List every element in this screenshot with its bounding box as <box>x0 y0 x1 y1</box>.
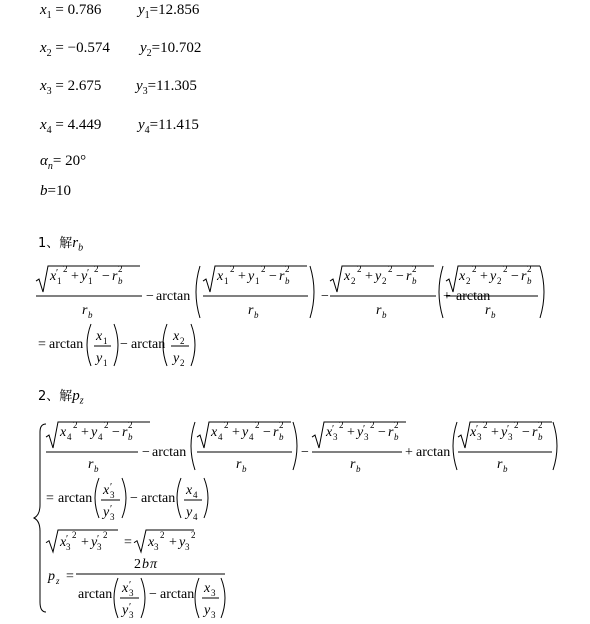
x2-symbol: x <box>40 40 47 56</box>
math-glyph-138: 2 <box>394 420 399 430</box>
math-glyph-110: 4 <box>218 432 223 442</box>
x4-symbol: x <box>40 117 47 133</box>
math-glyph-150: + <box>491 425 499 440</box>
math-glyph-44: 2 <box>388 264 393 274</box>
math-glyph-36: − <box>321 289 329 304</box>
math-glyph-188: + <box>81 535 89 550</box>
math-glyph-41: + <box>365 269 373 284</box>
math-glyph-178: 4 <box>193 490 198 500</box>
math-glyph-127: ′ <box>332 424 335 435</box>
math-glyph-52: + <box>443 289 451 304</box>
math-glyph-63: − <box>511 269 519 284</box>
right-paren-218 <box>141 578 145 618</box>
math-glyph-130: + <box>347 425 355 440</box>
math-glyph-117: r <box>273 425 279 440</box>
math-glyph-25: y <box>248 269 255 284</box>
math-glyph-126: x <box>326 425 333 440</box>
math-glyph-101: 2 <box>128 420 133 430</box>
math-glyph-28: − <box>269 269 277 284</box>
math-glyph-50: r <box>376 303 382 318</box>
math-glyph-211: x <box>122 581 129 596</box>
left-paren-144 <box>453 422 457 470</box>
math-glyph-219: − <box>149 587 157 602</box>
math-glyph-40: 2 <box>357 264 362 274</box>
math-glyph-207: π <box>150 557 158 572</box>
right-paren-182 <box>204 478 208 518</box>
math-glyph-46: r <box>406 269 412 284</box>
math-glyph-12: b <box>118 276 123 286</box>
math-glyph-48: 2 <box>412 264 417 274</box>
math-glyph-24: + <box>238 269 246 284</box>
math-glyph-119: 2 <box>279 420 284 430</box>
x3-value: = 2.675 <box>55 78 102 94</box>
math-glyph-151: y <box>501 425 508 440</box>
math-glyph-13: 2 <box>118 264 123 274</box>
math-glyph-154: 2 <box>514 420 519 430</box>
math-glyph-195: x <box>148 535 155 550</box>
left-paren-210 <box>114 578 118 618</box>
math-glyph-31: 2 <box>285 264 290 274</box>
y4-symbol: y <box>138 117 145 133</box>
math-glyph-132: ′ <box>363 424 366 435</box>
math-glyph-180: y <box>186 505 193 520</box>
right-paren-79 <box>114 324 118 366</box>
math-glyph-71: = <box>38 337 46 352</box>
x2-subscript: 2 <box>46 48 52 59</box>
math-glyph-16: b <box>88 310 93 320</box>
y3-symbol: y <box>136 78 143 94</box>
math-glyph-175: arctan <box>141 491 176 506</box>
x4-subscript: 4 <box>46 125 52 136</box>
math-glyph-94: + <box>81 425 89 440</box>
y2-symbol: y <box>140 40 147 56</box>
x1-value: = 0.786 <box>55 2 102 18</box>
section2-subscript: z <box>79 395 84 407</box>
math-glyph-74: x <box>96 329 103 344</box>
y4-subscript: 4 <box>144 125 150 136</box>
math-glyph-114: 4 <box>249 432 254 442</box>
math-glyph-26: 1 <box>255 276 260 286</box>
math-glyph-98: − <box>112 425 120 440</box>
y3-subscript: 3 <box>142 86 148 97</box>
math-glyph-96: 4 <box>98 432 103 442</box>
system-brace-89 <box>34 424 46 612</box>
math-glyph-65: b <box>527 276 532 286</box>
math-glyph-118: b <box>279 432 284 442</box>
math-glyph-160: r <box>497 457 503 472</box>
math-glyph-131: y <box>357 425 364 440</box>
math-glyph-66: 2 <box>527 264 532 274</box>
math-glyph-34: b <box>254 310 259 320</box>
y1-symbol: y <box>138 2 145 18</box>
right-paren-173 <box>122 478 126 518</box>
math-glyph-5: + <box>71 269 79 284</box>
math-glyph-185: ′ <box>66 534 69 545</box>
math-glyph-33: r <box>248 303 254 318</box>
math-glyph-61: 2 <box>497 276 502 286</box>
math-glyph-83: x <box>173 329 180 344</box>
math-glyph-203: z <box>56 576 60 586</box>
math-glyph-100: b <box>128 432 133 442</box>
math-glyph-53: arctan <box>456 289 491 304</box>
math-glyph-163: = <box>46 491 54 506</box>
math-glyph-170: y <box>103 505 110 520</box>
left-paren-19 <box>196 266 200 318</box>
math-glyph-155: − <box>522 425 530 440</box>
right-paren-70 <box>540 266 544 318</box>
math-glyph-7: ′ <box>87 268 90 279</box>
math-glyph-3: 1 <box>57 276 62 286</box>
math-glyph-223: 3 <box>211 588 216 598</box>
math-glyph-95: y <box>91 425 98 440</box>
y1-subscript: 1 <box>144 10 150 21</box>
right-paren-123 <box>293 422 297 470</box>
math-glyph-147: ′ <box>476 424 479 435</box>
b-value: =10 <box>47 183 71 199</box>
math-glyph-11: r <box>112 269 118 284</box>
math-glyph-72: arctan <box>49 337 84 352</box>
math-glyph-225: y <box>204 603 211 618</box>
math-glyph-1: x <box>50 269 57 284</box>
math-glyph-69: b <box>491 310 496 320</box>
math-glyph-186: 3 <box>66 542 71 552</box>
math-glyph-38: x <box>344 269 351 284</box>
math-glyph-60: y <box>490 269 497 284</box>
math-glyph-59: + <box>480 269 488 284</box>
math-glyph-78: 1 <box>103 358 108 368</box>
math-glyph-124: − <box>301 445 309 460</box>
math-glyph-45: − <box>396 269 404 284</box>
math-glyph-134: 2 <box>370 420 375 430</box>
math-glyph-22: 1 <box>224 276 229 286</box>
math-glyph-161: b <box>503 464 508 474</box>
math-glyph-106: arctan <box>152 445 187 460</box>
math-glyph-143: arctan <box>416 445 451 460</box>
left-paren-73 <box>87 324 91 366</box>
math-glyph-6: y <box>81 269 88 284</box>
math-glyph-146: x <box>470 425 477 440</box>
math-glyph-213: 3 <box>129 588 134 598</box>
math-glyph-153: 3 <box>508 432 513 442</box>
math-glyph-156: r <box>532 425 538 440</box>
math-glyph-171: ′ <box>110 504 113 515</box>
math-glyph-115: 2 <box>255 420 260 430</box>
math-glyph-200: 3 <box>185 542 190 552</box>
math-glyph-43: 2 <box>382 276 387 286</box>
math-glyph-91: x <box>60 425 67 440</box>
left-paren-107 <box>191 422 195 470</box>
math-glyph-222: x <box>204 581 211 596</box>
math-glyph-103: r <box>88 457 94 472</box>
math-glyph-77: y <box>96 351 103 366</box>
math-glyph-93: 2 <box>73 420 78 430</box>
math-glyph-197: 2 <box>160 530 165 540</box>
math-glyph-17: − <box>146 289 154 304</box>
alpha-subscript: n <box>47 161 53 172</box>
math-glyph-92: 4 <box>67 432 72 442</box>
math-glyph-116: − <box>263 425 271 440</box>
math-glyph-158: 2 <box>538 420 543 430</box>
y1-value: =12.856 <box>149 2 200 18</box>
math-glyph-47: b <box>412 276 417 286</box>
alpha-value: = 20° <box>52 153 87 169</box>
section2-variable: p <box>72 388 80 404</box>
math-glyph-198: + <box>169 535 177 550</box>
math-glyph-105: − <box>142 445 150 460</box>
math-glyph-21: x <box>217 269 224 284</box>
math-glyph-189: y <box>91 535 98 550</box>
math-glyph-113: y <box>242 425 249 440</box>
math-glyph-174: − <box>130 491 138 506</box>
math-glyph-39: 2 <box>351 276 356 286</box>
right-paren-227 <box>221 578 225 618</box>
section1-subscript: b <box>78 242 84 254</box>
math-glyph-191: 3 <box>97 542 102 552</box>
math-glyph-8: 1 <box>88 276 93 286</box>
x2-value: = −0.574 <box>55 40 110 56</box>
math-glyph-10: − <box>102 269 110 284</box>
math-glyph-204: = <box>66 569 74 584</box>
math-glyph-129: 2 <box>339 420 344 430</box>
left-paren-176 <box>177 478 181 518</box>
math-glyph-166: x <box>103 483 110 498</box>
math-glyph-18: arctan <box>156 289 191 304</box>
math-glyph-152: ′ <box>507 424 510 435</box>
math-glyph-51: b <box>382 310 387 320</box>
math-glyph-164: arctan <box>58 491 93 506</box>
x4-value: = 4.449 <box>55 117 102 133</box>
math-glyph-68: r <box>485 303 491 318</box>
math-glyph-104: b <box>94 464 99 474</box>
math-glyph-202: p <box>48 569 55 584</box>
math-glyph-216: ′ <box>129 602 132 613</box>
math-glyph-97: 2 <box>104 420 109 430</box>
math-glyph-75: 1 <box>103 336 108 346</box>
math-glyph-9: 2 <box>94 264 99 274</box>
math-glyph-177: x <box>186 483 193 498</box>
math-glyph-29: r <box>279 269 285 284</box>
right-paren-35 <box>310 266 314 318</box>
math-glyph-133: 3 <box>364 432 369 442</box>
math-glyph-2: ′ <box>56 268 59 279</box>
math-glyph-122: b <box>242 464 247 474</box>
math-glyph-172: 3 <box>110 512 115 522</box>
math-glyph-135: − <box>378 425 386 440</box>
math-glyph-192: 2 <box>103 530 108 540</box>
y2-subscript: 2 <box>146 48 152 59</box>
math-glyph-205: 2 <box>134 557 141 572</box>
math-glyph-212: ′ <box>129 580 132 591</box>
math-glyph-84: 2 <box>180 336 185 346</box>
math-glyph-140: r <box>350 457 356 472</box>
left-paren-165 <box>95 478 99 518</box>
math-glyph-64: r <box>521 269 527 284</box>
math-glyph-58: 2 <box>472 264 477 274</box>
math-glyph-181: 4 <box>193 512 198 522</box>
math-glyph-148: 3 <box>477 432 482 442</box>
math-glyph-30: b <box>285 276 290 286</box>
section1-label: 1、解 <box>38 236 73 251</box>
math-glyph-112: + <box>232 425 240 440</box>
math-glyph-27: 2 <box>261 264 266 274</box>
math-glyph-184: x <box>60 535 67 550</box>
math-glyph-136: r <box>388 425 394 440</box>
math-glyph-187: 2 <box>72 530 77 540</box>
math-glyph-141: b <box>356 464 361 474</box>
math-glyph-23: 2 <box>230 264 235 274</box>
math-glyph-121: r <box>236 457 242 472</box>
math-glyph-80: − <box>120 337 128 352</box>
b-symbol: b <box>40 183 48 199</box>
alpha-symbol: α <box>40 153 48 169</box>
x3-subscript: 3 <box>46 86 52 97</box>
math-glyph-128: 3 <box>333 432 338 442</box>
math-glyph-206: b <box>142 557 149 572</box>
math-glyph-217: 3 <box>129 610 134 620</box>
section1-variable: r <box>72 235 79 251</box>
x1-symbol: x <box>40 2 47 18</box>
math-glyph-62: 2 <box>503 264 508 274</box>
math-glyph-149: 2 <box>483 420 488 430</box>
math-glyph-109: x <box>211 425 218 440</box>
math-glyph-199: y <box>179 535 186 550</box>
math-glyph-42: y <box>375 269 382 284</box>
math-glyph-137: b <box>394 432 399 442</box>
left-paren-221 <box>195 578 199 618</box>
math-glyph-201: 2 <box>191 530 196 540</box>
math-glyph-220: arctan <box>160 587 195 602</box>
section2-label: 2、解 <box>38 389 73 404</box>
math-glyph-209: arctan <box>78 587 113 602</box>
math-glyph-15: r <box>82 303 88 318</box>
x3-symbol: x <box>40 78 47 94</box>
math-glyph-99: r <box>122 425 128 440</box>
y2-value: =10.702 <box>151 40 202 56</box>
math-glyph-142: + <box>405 445 413 460</box>
x1-subscript: 1 <box>46 10 52 21</box>
math-glyph-190: ′ <box>97 534 100 545</box>
math-glyph-81: arctan <box>131 337 166 352</box>
math-glyph-196: 3 <box>154 542 159 552</box>
math-glyph-157: b <box>538 432 543 442</box>
math-glyph-57: 2 <box>466 276 471 286</box>
math-glyph-215: y <box>122 603 129 618</box>
right-paren-88 <box>191 324 195 366</box>
math-glyph-87: 2 <box>180 358 185 368</box>
math-glyph-226: 3 <box>211 610 216 620</box>
right-paren-162 <box>553 422 557 470</box>
y3-value: =11.305 <box>147 78 197 94</box>
math-glyph-56: x <box>459 269 466 284</box>
math-glyph-4: 2 <box>63 264 68 274</box>
math-glyph-111: 2 <box>224 420 229 430</box>
math-glyph-193: = <box>124 535 132 550</box>
math-glyph-167: ′ <box>110 482 113 493</box>
math-glyph-168: 3 <box>110 490 115 500</box>
math-glyph-86: y <box>173 351 180 366</box>
y4-value: =11.415 <box>149 117 199 133</box>
